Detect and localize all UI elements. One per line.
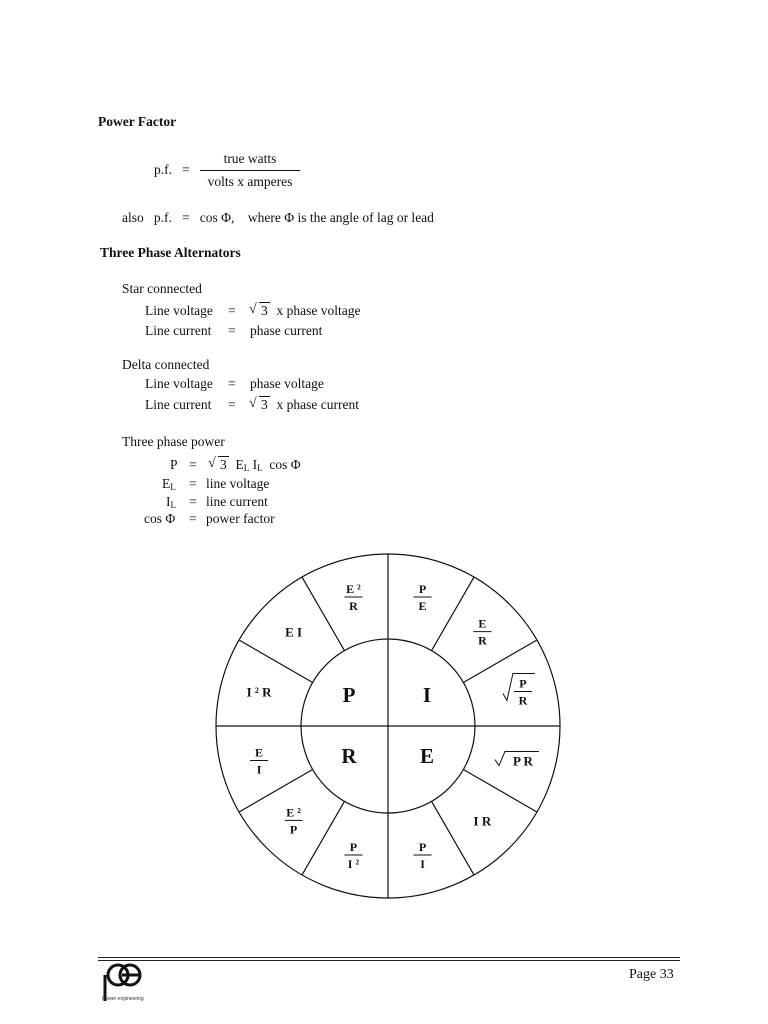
formula-denominator: I	[420, 856, 425, 871]
cos-desc: power factor	[206, 511, 275, 526]
delta-line-voltage-label: Line voltage	[145, 376, 213, 391]
star-title: Star connected	[122, 281, 202, 296]
star-eq-2: =	[228, 323, 236, 338]
star-line-voltage-label: Line voltage	[145, 303, 213, 318]
power-eq: =	[189, 457, 197, 472]
formula-denominator: E	[418, 599, 427, 614]
power-e: E	[235, 457, 244, 472]
formula-denominator: R	[349, 599, 358, 614]
power-i: I	[252, 457, 258, 472]
il-desc: line current	[206, 494, 268, 509]
also-eq: =	[182, 210, 190, 225]
sqrt-symbol: √ 3	[249, 304, 270, 318]
delta-line-current-label: Line current	[145, 397, 212, 412]
sqrt-symbol: √ 3	[208, 458, 229, 472]
formula-numerator: E	[478, 616, 487, 631]
il-i: I	[166, 494, 171, 509]
star-line-current-label: Line current	[145, 323, 212, 338]
formula-text: E I	[285, 624, 303, 640]
subscript-l: L	[170, 500, 176, 510]
pf-denominator: volts x amperes	[207, 174, 293, 189]
formula-denominator: P	[289, 822, 298, 837]
also-prefix: also	[122, 210, 144, 225]
formula-numerator: E ²	[346, 582, 361, 597]
inner-letter-i: I	[422, 683, 432, 707]
pf-equals: =	[182, 162, 190, 177]
heading-power-factor: Power Factor	[98, 114, 177, 129]
delta-voltage-rhs: phase voltage	[250, 376, 324, 391]
subscript-l: L	[170, 482, 176, 492]
formula-numerator: P	[418, 582, 427, 597]
formula-numerator: E ²	[286, 805, 301, 820]
delta-title: Delta connected	[122, 357, 210, 372]
formula-denominator: R	[518, 693, 528, 708]
power-title: Three phase power	[122, 434, 225, 449]
formula-denominator: I ²	[347, 856, 360, 871]
delta-eq-1: =	[228, 376, 236, 391]
star-current-rhs: phase current	[250, 323, 323, 338]
formula-numerator: P	[349, 839, 358, 854]
formula-text: I ² R	[246, 684, 272, 700]
formula-numerator: P	[519, 676, 527, 691]
star-eq-1: =	[228, 303, 236, 318]
formula-denominator: R	[478, 633, 487, 648]
formula-denominator: I	[256, 762, 262, 777]
el-desc: line voltage	[206, 476, 270, 491]
subscript-l: L	[243, 463, 250, 473]
star-voltage-rhs: x phase voltage	[276, 303, 361, 318]
sqrt-symbol: √ 3	[249, 398, 270, 412]
page-number: Page 33	[629, 967, 674, 982]
il-eq: =	[189, 494, 197, 509]
el-eq: =	[189, 476, 197, 491]
cos-label: cos Φ	[144, 511, 176, 526]
pf-label: p.f.	[154, 162, 172, 177]
delta-current-rhs: x phase current	[276, 397, 359, 412]
heading-alternators: Three Phase Alternators	[100, 245, 241, 260]
subscript-l: L	[257, 463, 263, 473]
pf-numerator: true watts	[223, 151, 277, 166]
power-cos: cos Φ	[269, 457, 301, 472]
formula-text: P R	[513, 753, 533, 769]
inner-letter-p: P	[342, 683, 356, 707]
inner-letter-e: E	[419, 744, 435, 768]
el-e: E	[162, 476, 171, 491]
inner-letter-r: R	[341, 744, 357, 768]
formula-text: I R	[473, 813, 492, 829]
also-note: where Φ is the angle of lag or lead	[247, 210, 434, 225]
logo-caption: Power engineering	[102, 996, 144, 1002]
delta-eq-2: =	[228, 397, 236, 412]
also-pf: p.f.	[153, 210, 172, 225]
power-p: P	[170, 457, 178, 472]
formula-numerator: P	[418, 839, 427, 854]
also-cos: cos Φ,	[199, 210, 235, 225]
cos-eq: =	[189, 511, 197, 526]
formula-numerator: E	[255, 745, 264, 760]
